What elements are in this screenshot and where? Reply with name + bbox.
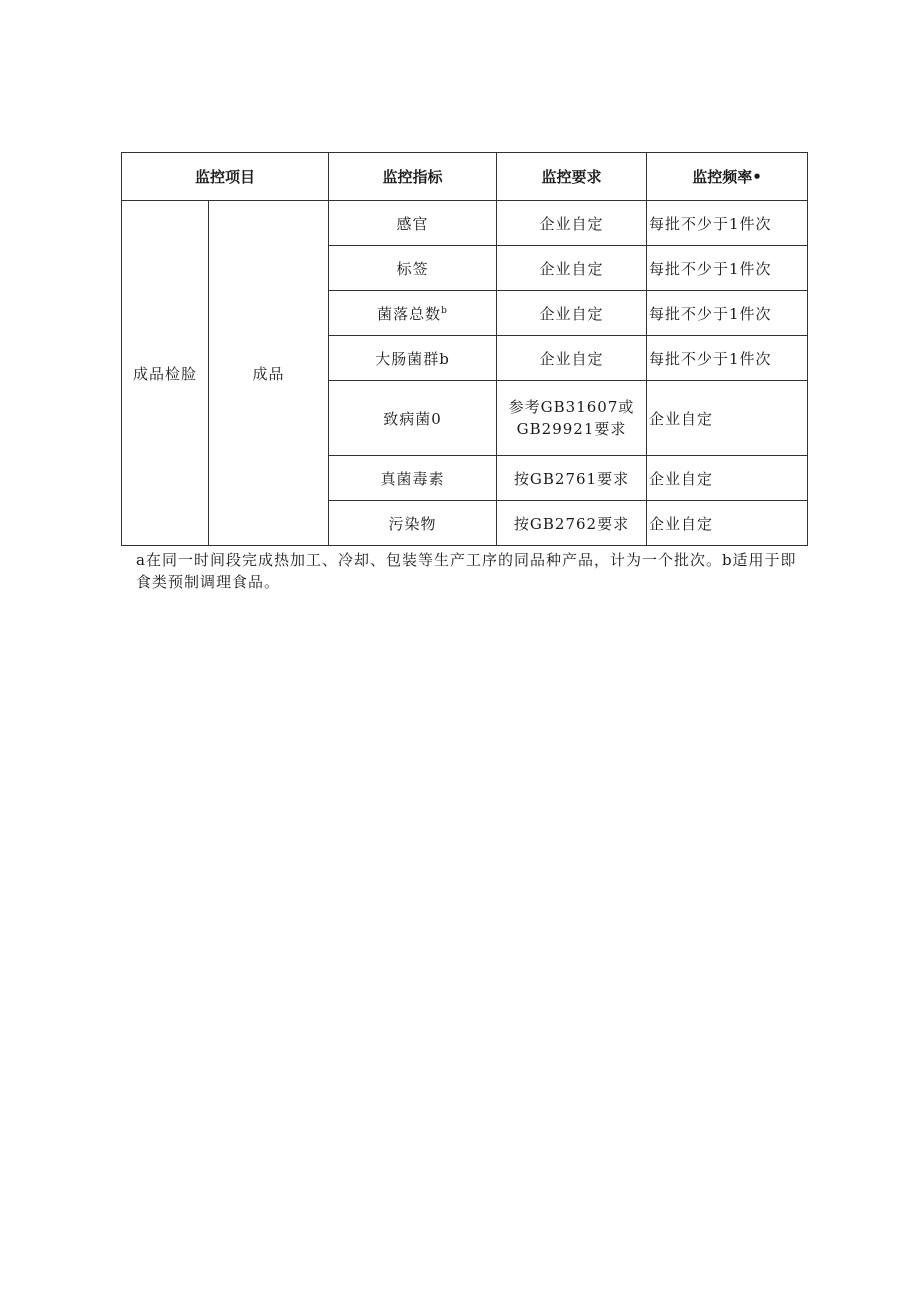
header-frequency: 监控频率• [647, 153, 808, 201]
monitoring-table [121, 152, 808, 546]
indicator-cell: 感官 [329, 201, 497, 246]
table-row [122, 201, 808, 246]
table-footnote: a在同一时间段完成热加工、冷却、包装等生产工序的同品种产品，计为一个批次。b适用于即食类预制调理食品。 [136, 551, 797, 591]
indicator-cell: 致病菌0 [329, 381, 497, 456]
frequency-cell: 每批不少于1件次 [647, 201, 808, 246]
requirement-cell: 企业自定 [497, 291, 647, 336]
header-requirement: 监控要求 [497, 153, 647, 201]
requirement-line-1: 参考GB31607或 [508, 398, 635, 416]
requirement-cell: 企业自定 [497, 246, 647, 291]
requirement-cell: 企业自定 [497, 336, 647, 381]
requirement-cell: 按GB2761要求 [497, 456, 647, 501]
indicator-cell [329, 291, 497, 336]
indicator-cell: 标签 [329, 246, 497, 291]
requirement-cell [497, 381, 647, 456]
indicator-text: 菌落总数 [377, 304, 442, 323]
category-cell: 成品检脸 [122, 201, 209, 546]
requirement-cell: 按GB2762要求 [497, 501, 647, 546]
indicator-cell: 真菌毒素 [329, 456, 497, 501]
requirement-cell: 企业自定 [497, 201, 647, 246]
frequency-cell: 企业自定 [647, 456, 808, 501]
footnote-marker: b [441, 305, 448, 316]
table-header-row [122, 153, 808, 201]
frequency-cell: 每批不少于1件次 [647, 246, 808, 291]
frequency-cell: 每批不少于1件次 [647, 291, 808, 336]
frequency-cell: 每批不少于1件次 [647, 336, 808, 381]
frequency-cell: 企业自定 [647, 381, 808, 456]
indicator-cell: 大肠菌群b [329, 336, 497, 381]
subcategory-cell: 成品 [209, 201, 329, 546]
header-indicator: 监控指标 [329, 153, 497, 201]
frequency-cell: 企业自定 [647, 501, 808, 546]
header-project: 监控项目 [122, 153, 329, 201]
indicator-cell: 污染物 [329, 501, 497, 546]
requirement-line-2: GB29921要求 [516, 420, 627, 438]
